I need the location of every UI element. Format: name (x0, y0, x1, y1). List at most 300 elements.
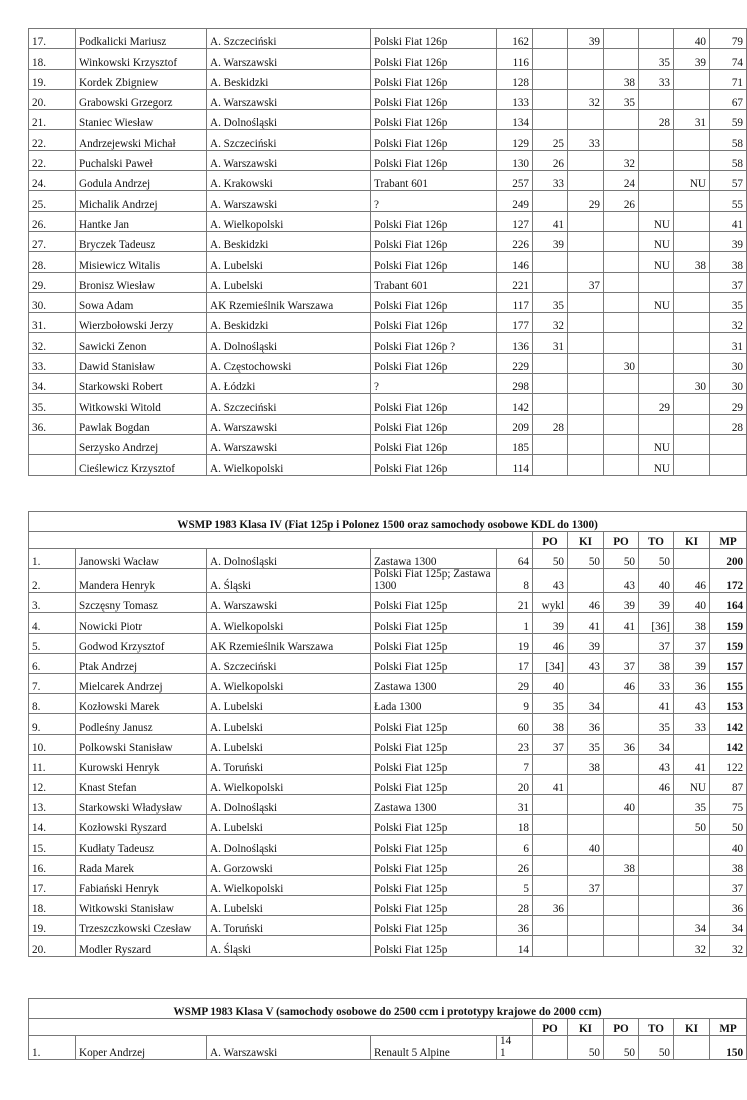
table-row (29, 795, 747, 815)
car-model: ? (371, 374, 497, 394)
car-model: Zastawa 1300 (371, 673, 497, 693)
start-number: 134 (497, 110, 533, 130)
round-3-points (604, 231, 639, 251)
club-name: A. Lubelski (207, 734, 371, 754)
class-v-title: WSMP 1983 Klasa V (samochody osobowe do 2500 ccm i prototypy krajowe do 2000 ccm) (29, 999, 747, 1019)
club-name: A. Wielkopolski (207, 613, 371, 633)
table-row (29, 89, 747, 109)
table-row (29, 613, 747, 633)
round-2-points (568, 455, 604, 475)
start-number: 221 (497, 272, 533, 292)
table-row (29, 774, 747, 794)
round-2-points: 32 (568, 89, 604, 109)
start-number: 19 (497, 633, 533, 653)
start-number: 229 (497, 353, 533, 373)
round-3-points: 37 (604, 653, 639, 673)
club-name: A. Lubelski (207, 694, 371, 714)
round-3-points: 24 (604, 171, 639, 191)
club-name: A. Lubelski (207, 252, 371, 272)
car-model: Polski Fiat 126p (371, 252, 497, 272)
driver-name: Mielcarek Andrzej (76, 673, 207, 693)
club-name: A. Łódzki (207, 374, 371, 394)
round-5-points: 43 (674, 694, 710, 714)
total-points: 150 (710, 1036, 747, 1060)
club-name: A. Wielkopolski (207, 211, 371, 231)
round-4-points (639, 835, 674, 855)
start-number: 23 (497, 734, 533, 754)
round-5-points: NU (674, 774, 710, 794)
round-5-points (674, 211, 710, 231)
driver-name: Podleśny Janusz (76, 714, 207, 734)
club-name: A. Śląski (207, 569, 371, 593)
round-1-points (533, 434, 568, 454)
position: 10. (29, 734, 76, 754)
driver-name: Michalik Andrzej (76, 191, 207, 211)
driver-name: Trzeszczkowski Czesław (76, 916, 207, 936)
round-1-points: 39 (533, 613, 568, 633)
round-4-points: 33 (639, 673, 674, 693)
club-name: A. Wielkopolski (207, 875, 371, 895)
table-row (29, 252, 747, 272)
round-5-points: NU (674, 171, 710, 191)
round-5-points (674, 89, 710, 109)
club-name: A. Dolnośląski (207, 835, 371, 855)
round-3-points (604, 694, 639, 714)
round-3-points (604, 414, 639, 434)
round-5-points: 38 (674, 613, 710, 633)
round-2-points (568, 231, 604, 251)
club-name: A. Toruński (207, 754, 371, 774)
round-3-points (604, 714, 639, 734)
driver-name: Kordek Zbigniew (76, 69, 207, 89)
round-1-points (533, 272, 568, 292)
car-model: Polski Fiat 126p (371, 69, 497, 89)
round-5-points: 46 (674, 569, 710, 593)
round-2-points (568, 49, 604, 69)
round-4-points: 39 (639, 593, 674, 613)
results-table-class-iii-continued (28, 28, 747, 476)
driver-name: Bronisz Wiesław (76, 272, 207, 292)
driver-name: Mandera Henryk (76, 569, 207, 593)
table-row (29, 69, 747, 89)
start-number: 7 (497, 754, 533, 774)
header-round-4: TO (639, 532, 674, 549)
round-2-points: 41 (568, 613, 604, 633)
start-number: 14 (497, 936, 533, 956)
car-model: Polski Fiat 126p (371, 89, 497, 109)
total-points: 75 (710, 795, 747, 815)
position: 28. (29, 252, 76, 272)
round-4-points (639, 171, 674, 191)
start-number: 14 1 (497, 1036, 533, 1060)
round-3-points (604, 374, 639, 394)
round-2-points: 37 (568, 875, 604, 895)
club-name: A. Szczeciński (207, 394, 371, 414)
round-3-points: 50 (604, 1036, 639, 1060)
round-1-points: 39 (533, 231, 568, 251)
round-3-points: 39 (604, 593, 639, 613)
round-3-points (604, 633, 639, 653)
table-row (29, 694, 747, 714)
position: 36. (29, 414, 76, 434)
round-2-points (568, 774, 604, 794)
round-2-points (568, 916, 604, 936)
table-row (29, 593, 747, 613)
round-1-points (533, 754, 568, 774)
header-round-5: KI (674, 1019, 710, 1036)
round-1-points: 40 (533, 673, 568, 693)
round-1-points: 36 (533, 896, 568, 916)
round-2-points (568, 252, 604, 272)
driver-name: Dawid Stanisław (76, 353, 207, 373)
car-model: Polski Fiat 126p (371, 29, 497, 49)
round-5-points: 37 (674, 633, 710, 653)
start-number: 6 (497, 835, 533, 855)
start-number: 146 (497, 252, 533, 272)
round-5-points: 50 (674, 815, 710, 835)
round-3-points: 38 (604, 855, 639, 875)
club-name: A. Wielkopolski (207, 673, 371, 693)
start-number: 209 (497, 414, 533, 434)
club-name: A. Szczeciński (207, 130, 371, 150)
start-number: 298 (497, 374, 533, 394)
start-number: 21 (497, 593, 533, 613)
round-1-points: 35 (533, 694, 568, 714)
round-1-points (533, 855, 568, 875)
round-1-points (533, 936, 568, 956)
round-3-points: 30 (604, 353, 639, 373)
driver-name: Misiewicz Witalis (76, 252, 207, 272)
round-4-points: NU (639, 231, 674, 251)
driver-name: Puchalski Paweł (76, 150, 207, 170)
round-3-points (604, 29, 639, 49)
club-name: A. Warszawski (207, 593, 371, 613)
round-3-points (604, 313, 639, 333)
club-name: A. Gorzowski (207, 855, 371, 875)
position: 32. (29, 333, 76, 353)
position: 30. (29, 292, 76, 312)
start-number: 116 (497, 49, 533, 69)
driver-name: Ptak Andrzej (76, 653, 207, 673)
round-4-points: 35 (639, 49, 674, 69)
total-points: 55 (710, 191, 747, 211)
round-2-points: 34 (568, 694, 604, 714)
club-name: A. Lubelski (207, 896, 371, 916)
start-number: 17 (497, 653, 533, 673)
position: 8. (29, 694, 76, 714)
club-name: A. Wielkopolski (207, 774, 371, 794)
round-4-points: 46 (639, 774, 674, 794)
driver-name: Andrzejewski Michał (76, 130, 207, 150)
round-5-points (674, 130, 710, 150)
position: 15. (29, 835, 76, 855)
table-row (29, 231, 747, 251)
table-row (29, 394, 747, 414)
club-name: A. Szczeciński (207, 29, 371, 49)
position: 19. (29, 916, 76, 936)
round-1-points (533, 815, 568, 835)
round-3-points (604, 394, 639, 414)
start-number: 8 (497, 569, 533, 593)
round-2-points (568, 394, 604, 414)
round-4-points: [36] (639, 613, 674, 633)
round-5-points: 39 (674, 653, 710, 673)
header-total: MP (710, 1019, 747, 1036)
position: 22. (29, 150, 76, 170)
table-row (29, 734, 747, 754)
club-name: AK Rzemieślnik Warszawa (207, 633, 371, 653)
round-3-points: 40 (604, 795, 639, 815)
round-2-points (568, 673, 604, 693)
start-number: 226 (497, 231, 533, 251)
driver-name: Bryczek Tadeusz (76, 231, 207, 251)
round-4-points: 35 (639, 714, 674, 734)
header-round-1: PO (533, 532, 568, 549)
round-1-points (533, 875, 568, 895)
round-1-points: 43 (533, 569, 568, 593)
car-model: Polski Fiat 125p (371, 633, 497, 653)
round-5-points (674, 855, 710, 875)
round-2-points (568, 569, 604, 593)
round-3-points (604, 130, 639, 150)
results-table-class-iv (28, 511, 747, 957)
club-name: A. Dolnośląski (207, 549, 371, 569)
table-row (29, 754, 747, 774)
total-points: 159 (710, 613, 747, 633)
round-2-points: 36 (568, 714, 604, 734)
position: 25. (29, 191, 76, 211)
car-model: Polski Fiat 125p (371, 734, 497, 754)
total-points: 164 (710, 593, 747, 613)
round-4-points (639, 333, 674, 353)
total-points: 142 (710, 734, 747, 754)
round-3-points (604, 49, 639, 69)
driver-name: Fabiański Henryk (76, 875, 207, 895)
start-number: 117 (497, 292, 533, 312)
table-row (29, 916, 747, 936)
round-5-points (674, 835, 710, 855)
round-5-points: 40 (674, 29, 710, 49)
round-3-points (604, 434, 639, 454)
car-model: Polski Fiat 125p (371, 936, 497, 956)
driver-name: Pawlak Bogdan (76, 414, 207, 434)
table-row (29, 150, 747, 170)
car-model: Polski Fiat 125p (371, 613, 497, 633)
round-2-points: 37 (568, 272, 604, 292)
round-3-points (604, 916, 639, 936)
driver-name: Kozłowski Ryszard (76, 815, 207, 835)
round-4-points (639, 936, 674, 956)
round-4-points (639, 795, 674, 815)
club-name: A. Warszawski (207, 49, 371, 69)
position: 26. (29, 211, 76, 231)
total-points: 34 (710, 916, 747, 936)
header-round-1: PO (533, 1019, 568, 1036)
round-3-points: 35 (604, 89, 639, 109)
car-model: Polski Fiat 125p (371, 896, 497, 916)
total-points: 71 (710, 69, 747, 89)
total-points: 38 (710, 855, 747, 875)
header-round-2: KI (568, 1019, 604, 1036)
table-row (29, 313, 747, 333)
start-number: 9 (497, 694, 533, 714)
car-model: Polski Fiat 126p (371, 313, 497, 333)
round-2-points (568, 815, 604, 835)
round-5-points: 39 (674, 49, 710, 69)
round-2-points: 39 (568, 29, 604, 49)
car-model: Renault 5 Alpine (371, 1036, 497, 1060)
club-name: A. Krakowski (207, 171, 371, 191)
round-2-points: 50 (568, 549, 604, 569)
total-points: 30 (710, 353, 747, 373)
total-points: 29 (710, 394, 747, 414)
round-5-points (674, 434, 710, 454)
round-1-points (533, 916, 568, 936)
position: 34. (29, 374, 76, 394)
table-row (29, 110, 747, 130)
round-2-points (568, 374, 604, 394)
round-4-points: 50 (639, 1036, 674, 1060)
club-name: A. Beskidzki (207, 231, 371, 251)
car-model: Polski Fiat 126p (371, 394, 497, 414)
club-name: A. Warszawski (207, 191, 371, 211)
round-3-points (604, 774, 639, 794)
round-1-points (533, 252, 568, 272)
round-3-points (604, 815, 639, 835)
position: 7. (29, 673, 76, 693)
round-1-points: 32 (533, 313, 568, 333)
round-4-points (639, 313, 674, 333)
round-5-points (674, 333, 710, 353)
round-5-points (674, 394, 710, 414)
table-row (29, 49, 747, 69)
club-name: A. Częstochowski (207, 353, 371, 373)
round-2-points: 33 (568, 130, 604, 150)
driver-name: Rada Marek (76, 855, 207, 875)
round-4-points (639, 130, 674, 150)
round-4-points: NU (639, 455, 674, 475)
round-5-points (674, 292, 710, 312)
round-4-points (639, 353, 674, 373)
round-3-points (604, 333, 639, 353)
position: 11. (29, 754, 76, 774)
round-1-points (533, 110, 568, 130)
round-3-points (604, 211, 639, 231)
total-points: 142 (710, 714, 747, 734)
total-points: 159 (710, 633, 747, 653)
total-points: 172 (710, 569, 747, 593)
club-name: AK Rzemieślnik Warszawa (207, 292, 371, 312)
table-row (29, 374, 747, 394)
round-1-points (533, 191, 568, 211)
position: 18. (29, 49, 76, 69)
round-2-points (568, 313, 604, 333)
car-model: Polski Fiat 125p (371, 855, 497, 875)
table-row (29, 191, 747, 211)
car-model: Polski Fiat 126p (371, 292, 497, 312)
position: 6. (29, 653, 76, 673)
driver-name: Starkowski Władysław (76, 795, 207, 815)
round-5-points (674, 150, 710, 170)
round-4-points (639, 374, 674, 394)
total-points: 155 (710, 673, 747, 693)
position: 12. (29, 774, 76, 794)
car-model: Polski Fiat 126p (371, 353, 497, 373)
total-points: 38 (710, 252, 747, 272)
total-points: 50 (710, 815, 747, 835)
club-name: A. Warszawski (207, 89, 371, 109)
round-5-points: 41 (674, 754, 710, 774)
round-4-points (639, 272, 674, 292)
round-2-points: 50 (568, 1036, 604, 1060)
round-4-points (639, 896, 674, 916)
total-points: 32 (710, 313, 747, 333)
driver-name: Podkalicki Mariusz (76, 29, 207, 49)
total-points: 36 (710, 896, 747, 916)
start-number: 114 (497, 455, 533, 475)
round-2-points: 29 (568, 191, 604, 211)
round-1-points: 41 (533, 774, 568, 794)
round-2-points (568, 414, 604, 434)
table-row (29, 333, 747, 353)
driver-name: Godwod Krzysztof (76, 633, 207, 653)
club-name: A. Lubelski (207, 714, 371, 734)
round-2-points (568, 69, 604, 89)
total-points: 57 (710, 171, 747, 191)
car-model: Polski Fiat 126p (371, 231, 497, 251)
round-4-points (639, 916, 674, 936)
driver-name: Kurowski Henryk (76, 754, 207, 774)
round-5-points (674, 69, 710, 89)
header-round-3: PO (604, 1019, 639, 1036)
round-1-points: 37 (533, 734, 568, 754)
total-points: 58 (710, 150, 747, 170)
position: 18. (29, 896, 76, 916)
car-model: Polski Fiat 125p (371, 774, 497, 794)
round-3-points: 41 (604, 613, 639, 633)
round-1-points (533, 1036, 568, 1060)
round-4-points: NU (639, 211, 674, 231)
start-number: 36 (497, 916, 533, 936)
round-4-points: 37 (639, 633, 674, 653)
round-3-points: 26 (604, 191, 639, 211)
position: 22. (29, 130, 76, 150)
driver-name: Szczęsny Tomasz (76, 593, 207, 613)
round-3-points: 50 (604, 549, 639, 569)
round-4-points (639, 29, 674, 49)
club-name: A. Beskidzki (207, 69, 371, 89)
round-5-points (674, 191, 710, 211)
car-model: ? (371, 191, 497, 211)
driver-name: Kudłaty Tadeusz (76, 835, 207, 855)
round-4-points (639, 89, 674, 109)
round-4-points: 50 (639, 549, 674, 569)
round-5-points (674, 896, 710, 916)
round-2-points (568, 110, 604, 130)
driver-name: Cieślewicz Krzysztof (76, 455, 207, 475)
total-points: 37 (710, 272, 747, 292)
round-2-points (568, 211, 604, 231)
round-5-points (674, 1036, 710, 1060)
total-points: 200 (710, 549, 747, 569)
club-name: A. Wielkopolski (207, 455, 371, 475)
header-spacer (29, 1019, 533, 1036)
round-5-points (674, 313, 710, 333)
start-number: 5 (497, 875, 533, 895)
round-1-points (533, 353, 568, 373)
car-model: Polski Fiat 126p (371, 211, 497, 231)
round-4-points (639, 191, 674, 211)
